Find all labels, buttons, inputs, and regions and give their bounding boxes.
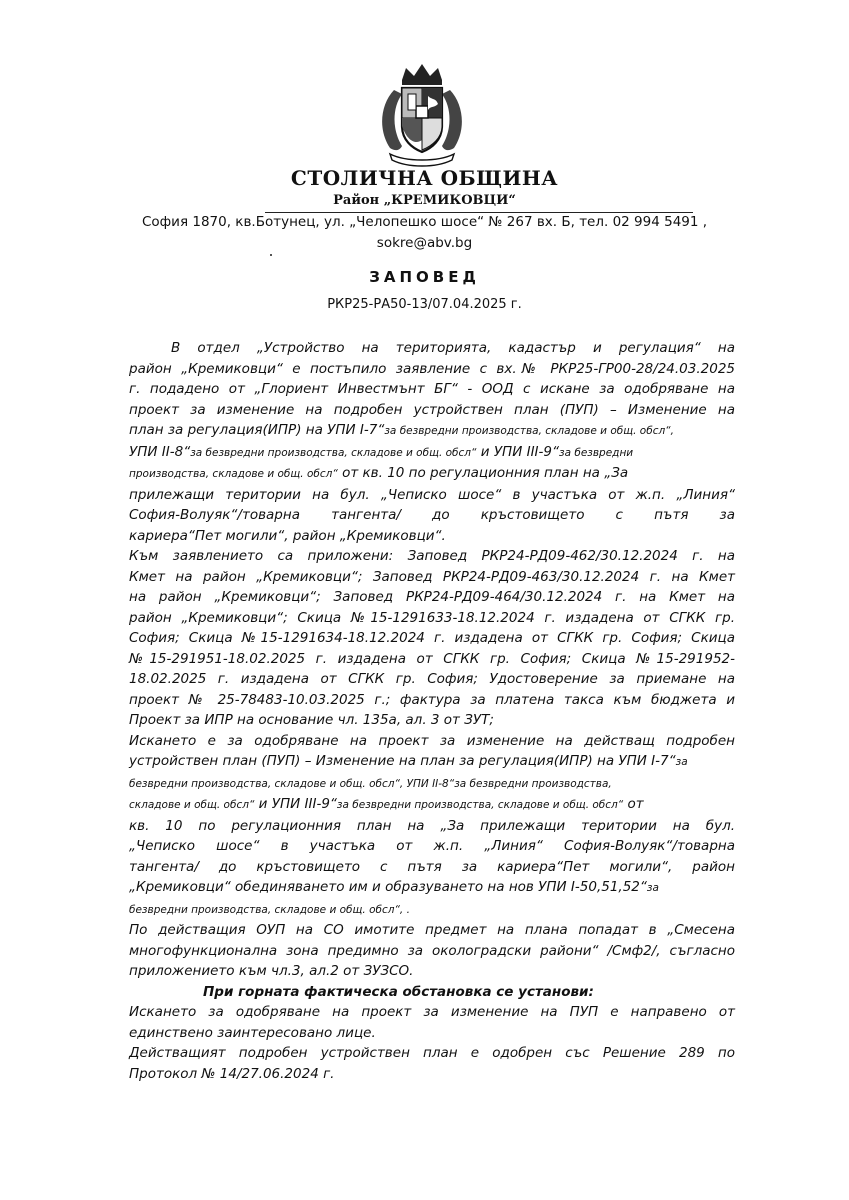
organization-name: СТОЛИЧНА ОБЩИНА bbox=[290, 166, 559, 190]
body-line: Искането за одобряване на проект за изменение на ПУП е направено от bbox=[129, 1004, 735, 1020]
document-number: РКР25-РА50-13/07.04.2025 г. bbox=[327, 297, 522, 312]
body-line bbox=[129, 794, 735, 816]
text-run: УПИ II-8“ bbox=[129, 443, 191, 460]
text-run: от bbox=[623, 796, 644, 812]
text-run: за безвредни производства, складове и общ. обсл“ bbox=[190, 446, 477, 459]
text-run: „Кремиковци“ обединяването им и образуването на нов УПИ I-50,51,52“ bbox=[129, 879, 647, 895]
body-line: Проект за ИПР на основание чл. 135а, ал. 3 от ЗУТ; bbox=[129, 712, 494, 728]
body-line: кв. 10 по регулационния план на „За прилежащи територии на бул. bbox=[129, 817, 735, 834]
body-line: проект за изменение на подробен устройствен план (ПУП) – Изменение на bbox=[129, 401, 735, 418]
text-run: безвредни производства, складове и общ. обсл“, УПИ II-8“ bbox=[129, 777, 455, 790]
body-line: г. подадено от „Глориент Инвестмънт БГ“ - ООД с искане за одобряване на bbox=[129, 381, 735, 397]
body-line: Действащият подробен устройствен план е одобрен със Решение 289 по bbox=[129, 1045, 735, 1061]
body-line bbox=[129, 463, 735, 485]
body-line: №15-291951-18.02.2025 г. издадена от СГКК гр. София; Скица №15-291952- bbox=[129, 650, 735, 667]
body-line bbox=[129, 773, 735, 795]
body-line bbox=[129, 899, 735, 921]
text-run: складове и общ. обсл“ bbox=[129, 799, 255, 811]
district-name: Район „КРЕМИКОВЦИ“ bbox=[333, 193, 516, 208]
header-divider bbox=[265, 212, 693, 213]
body-line: София-Волуяк“/товарна тангента/ до кръстовището с пътя за bbox=[129, 507, 735, 523]
body-line: приложението към чл.3, ал.2 от ЗУЗСО. bbox=[129, 963, 414, 979]
body-line: Протокол № 14/27.06.2024 г. bbox=[129, 1065, 335, 1082]
text-run: от кв. 10 по регулационния план на „За bbox=[337, 465, 629, 481]
text-run: за безвредни bbox=[559, 446, 634, 459]
contact-address: София 1870, кв.Ботунец, ул. „Челопешко шосе“ № 267 вх. Б, тел. 02 994 5491 , bbox=[141, 214, 708, 230]
text-run: план за регулация(ИПР) на УПИ I-7“ bbox=[129, 422, 385, 438]
body-line: Искането е за одобряване на проект за изменение на действащ подробен bbox=[129, 732, 735, 749]
body-line: единствено заинтересовано лице. bbox=[129, 1024, 376, 1041]
text-run: за bbox=[675, 756, 688, 768]
body-line: София; Скица №15-1291634-18.12.2024 г. издадена от СГКК гр. София; Скица bbox=[129, 630, 735, 646]
body-line: По действащия ОУП на СО имотите предмет на плана попадат в „Смесена bbox=[129, 922, 735, 938]
contact-email: sokre@abv.bg bbox=[376, 235, 473, 251]
body-line bbox=[129, 877, 735, 899]
body-line: Кмет на район „Кремиковци“; Заповед РКР24-РД09-463/30.12.2024 г. на Кмет bbox=[129, 568, 735, 585]
body-line: тангента/ до кръстовището с пътя за кариера“Пет могили“, район bbox=[129, 858, 735, 875]
body-line: проект № 25-78483-10.03.2025 г.; фактура за платена такса към бюджета и bbox=[129, 691, 735, 708]
body-line: на район „Кремиковци“; Заповед РКР24-РД09-464/30.12.2024 г. на Кмет на bbox=[129, 589, 735, 605]
text-run: за безвредни производства, складове и общ. обсл“ bbox=[336, 799, 624, 811]
body-line: „Чеписко шосе“ в участъка от ж.п. „Линия“ София-Волуяк“/товарна bbox=[129, 838, 735, 854]
findings-heading: При горната фактическа обстановка се установи: bbox=[203, 983, 594, 1000]
body-line: 18.02.2025 г. издадена от СГКК гр. София; Удостоверение за приемане на bbox=[129, 671, 735, 687]
body-line: В отдел „Устройство на територията, кадастър и регулация“ на bbox=[171, 340, 735, 356]
text-run: за безвредни производства, складове и общ. обсл“, bbox=[384, 425, 674, 437]
body-line: прилежащи територии на бул. „Чеписко шосе“ в участъка от ж.п. „Линия“ bbox=[129, 486, 735, 503]
stray-dot bbox=[270, 254, 272, 256]
document-title: ЗАПОВЕД bbox=[369, 268, 480, 286]
body-line bbox=[129, 751, 735, 773]
text-run: за bbox=[646, 882, 659, 894]
body-line bbox=[129, 420, 735, 442]
body-line bbox=[129, 442, 735, 464]
text-run: производства, складове и общ. обсл“ bbox=[129, 468, 338, 480]
body-line: многофункционална зона предимно за околоградски райони“ /Смф2/, съгласно bbox=[129, 942, 735, 959]
text-run: устройствен план (ПУП) – Изменение на план за регулация(ИПР) на УПИ I-7“ bbox=[129, 753, 676, 769]
body-line: Към заявлението са приложени: Заповед РКР24-РД09-462/30.12.2024 г. на bbox=[129, 548, 735, 564]
text-run: за безвредни производства, bbox=[454, 777, 612, 790]
body-line: кариера“Пет могили“, район „Кремиковци“. bbox=[129, 527, 446, 544]
body-line: район „Кремиковци“ е постъпило заявление с вх.№ РКР25-ГР00-28/24.03.2025 bbox=[129, 360, 735, 377]
text-run: и УПИ III-9“ bbox=[476, 443, 559, 460]
text-run: безвредни производства, складове и общ. обсл“, . bbox=[129, 903, 410, 916]
body-line: район „Кремиковци“; Скица №15-1291633-18.12.2024 г. издадена от СГКК гр. bbox=[129, 609, 735, 626]
text-run: и УПИ III-9“ bbox=[254, 796, 337, 812]
coat-of-arms-icon bbox=[372, 60, 472, 170]
document-body bbox=[129, 338, 735, 1084]
